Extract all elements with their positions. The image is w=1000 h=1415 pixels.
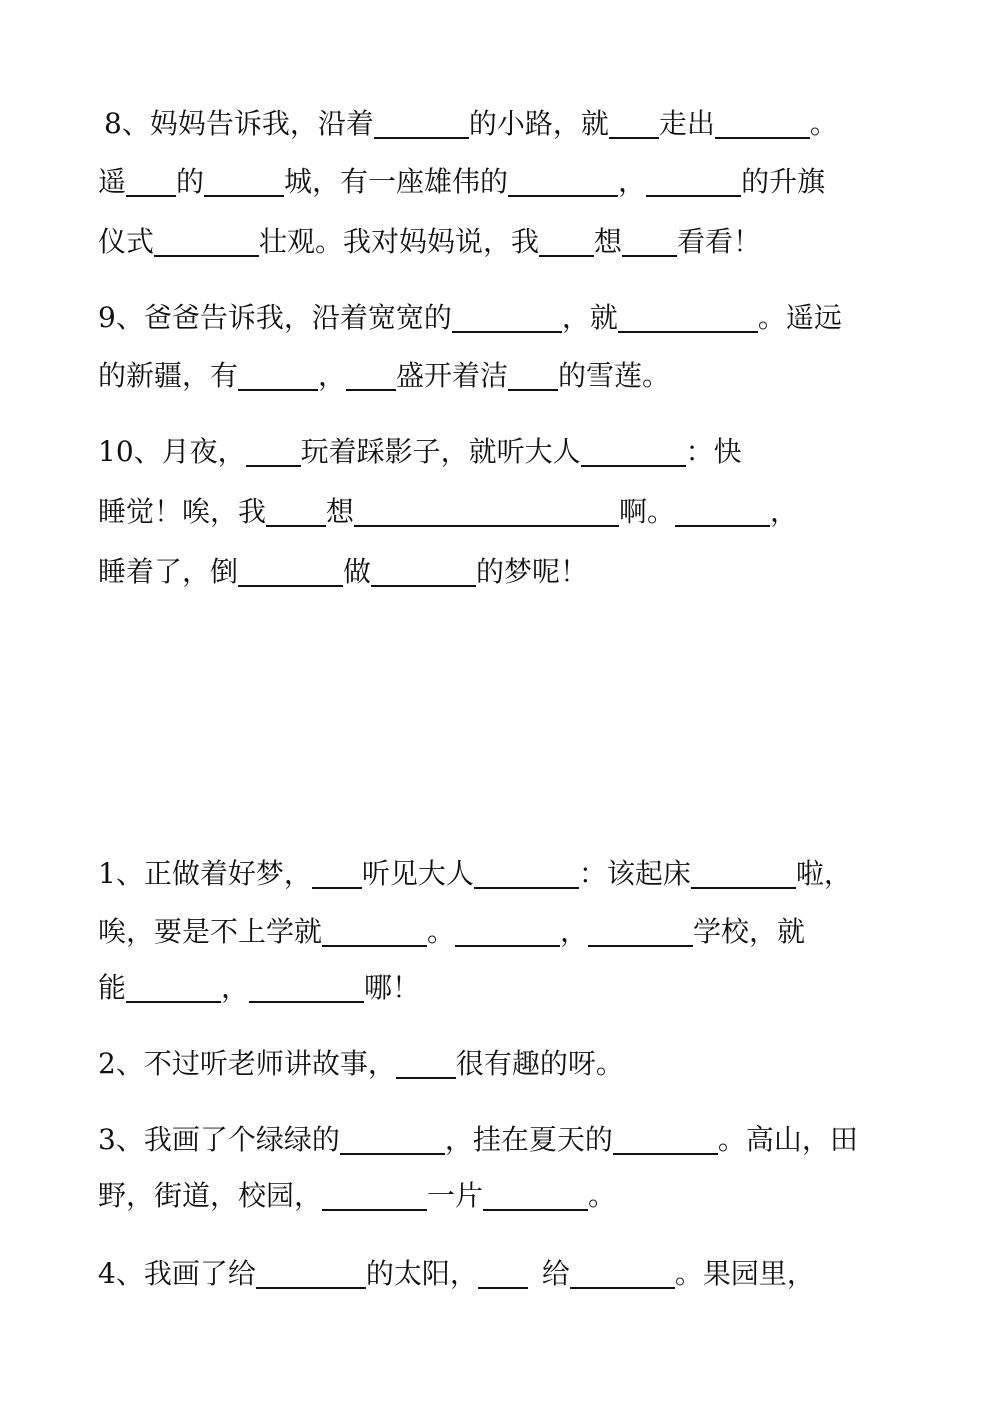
answer-blank[interactable] (322, 915, 427, 947)
answer-blank[interactable] (622, 225, 677, 257)
text-segment: 听见大人 (361, 857, 474, 890)
q10-line-3 (98, 552, 588, 592)
text-segment: 的梦呢！ (476, 555, 589, 588)
text-segment: ：快 (685, 435, 742, 468)
answer-blank[interactable] (126, 165, 176, 197)
text-segment: ，就 (561, 301, 618, 334)
answer-blank[interactable] (266, 495, 326, 527)
text-segment: 做 (343, 555, 372, 588)
answer-blank[interactable] (691, 857, 796, 889)
answer-blank[interactable] (581, 435, 686, 467)
answer-blank[interactable] (238, 359, 318, 391)
text-segment: 看看！ (677, 225, 762, 258)
answer-blank[interactable] (508, 165, 618, 197)
text-segment: 一片 (427, 1179, 484, 1212)
text-segment: 2、不过听老师讲故事， (98, 1047, 396, 1080)
text-segment: 遥 (98, 165, 127, 198)
text-segment: 很有趣的呀。 (455, 1047, 624, 1080)
answer-blank[interactable] (675, 495, 770, 527)
answer-blank[interactable] (508, 359, 558, 391)
text-segment: 1、正做着好梦， (98, 857, 312, 890)
text-segment: 睡觉！唉，我 (98, 495, 267, 528)
text-segment: 城，有一座雄伟的 (284, 165, 509, 198)
text-segment: ， (318, 359, 347, 392)
answer-blank[interactable] (340, 1123, 445, 1155)
answer-blank[interactable] (396, 1047, 456, 1079)
p1-line-1 (98, 854, 852, 894)
p1-line-3 (98, 968, 420, 1008)
answer-blank[interactable] (539, 225, 594, 257)
text-segment: 野，街道，校园， (98, 1179, 323, 1212)
answer-blank[interactable] (354, 495, 619, 527)
answer-blank[interactable] (204, 165, 284, 197)
text-segment: 睡着了，倒 (98, 555, 239, 588)
answer-blank[interactable] (570, 1257, 675, 1289)
text-segment: 的小路，就 (468, 107, 609, 140)
text-segment: 4、我画了给 (98, 1257, 256, 1290)
answer-blank[interactable] (256, 1257, 366, 1289)
text-segment: 唉，要是不上学就 (98, 915, 323, 948)
text-segment: ：该起床 (578, 857, 691, 890)
q9-line-2 (98, 356, 670, 396)
text-segment: 玩着踩影子，就听大人 (300, 435, 581, 468)
text-segment: 3、我画了个绿绿的 (98, 1123, 340, 1156)
text-segment: 的 (176, 165, 205, 198)
text-segment: 。 (427, 915, 456, 948)
text-segment: 走出 (658, 107, 715, 140)
text-segment: 仪式 (98, 225, 155, 258)
text-segment: ， (560, 915, 589, 948)
text-segment: 。高山，田 (717, 1123, 858, 1156)
q8-line-1 (104, 104, 838, 144)
answer-blank[interactable] (483, 1179, 588, 1211)
text-segment: 盛开着洁 (396, 359, 509, 392)
text-segment: 的新疆，有 (98, 359, 239, 392)
p2-line-1 (98, 1044, 624, 1084)
text-segment: 给 (541, 1257, 570, 1290)
text-segment: 的升旗 (741, 165, 826, 198)
text-segment: 壮观。我对妈妈说，我 (259, 225, 540, 258)
answer-blank[interactable] (371, 555, 476, 587)
answer-blank[interactable] (646, 165, 741, 197)
answer-blank[interactable] (474, 857, 579, 889)
text-segment: 10、月夜， (98, 435, 246, 468)
answer-blank[interactable] (609, 107, 659, 139)
text-segment: 的雪莲。 (558, 359, 671, 392)
p4-line-1 (98, 1254, 815, 1294)
text-segment: ， (221, 971, 250, 1004)
text-segment: 。遥远 (757, 301, 842, 334)
text-segment: 想 (326, 495, 355, 528)
answer-blank[interactable] (588, 915, 693, 947)
answer-blank[interactable] (238, 555, 343, 587)
text-segment: 9、爸爸告诉我，沿着宽宽的 (98, 301, 452, 334)
q8-line-3 (98, 222, 761, 262)
answer-blank[interactable] (154, 225, 259, 257)
answer-blank[interactable] (374, 107, 469, 139)
answer-blank[interactable] (618, 301, 758, 333)
text-segment: 的太阳， (365, 1257, 478, 1290)
text-segment: 8、妈妈告诉我，沿着 (104, 107, 374, 140)
answer-blank[interactable] (249, 971, 364, 1003)
p1-line-2 (98, 912, 805, 952)
answer-blank[interactable] (312, 857, 362, 889)
answer-blank[interactable] (322, 1179, 427, 1211)
text-segment: 。果园里， (674, 1257, 815, 1290)
text-segment: 啦， (795, 857, 852, 890)
text-segment: 学校，就 (693, 915, 806, 948)
q10-line-1 (98, 432, 742, 472)
text-segment: 。 (809, 107, 838, 140)
answer-blank[interactable] (715, 107, 810, 139)
answer-blank[interactable] (478, 1257, 528, 1289)
text-segment: ， (770, 495, 799, 528)
q10-line-2 (98, 492, 798, 532)
text-segment: 能 (98, 971, 127, 1004)
text-segment: 哪！ (364, 971, 421, 1004)
text-segment: 想 (594, 225, 623, 258)
text-segment: 啊。 (619, 495, 676, 528)
answer-blank[interactable] (452, 301, 562, 333)
q9-line-1 (98, 298, 842, 338)
text-segment: ，挂在夏天的 (444, 1123, 613, 1156)
answer-blank[interactable] (246, 435, 301, 467)
p3-line-2 (98, 1176, 616, 1216)
answer-blank[interactable] (455, 915, 560, 947)
q8-line-2 (98, 162, 825, 202)
p3-line-1 (98, 1120, 858, 1160)
answer-blank[interactable] (613, 1123, 718, 1155)
text-segment: ， (618, 165, 647, 198)
answer-blank[interactable] (346, 359, 396, 391)
text-segment: 。 (588, 1179, 617, 1212)
answer-blank[interactable] (126, 971, 221, 1003)
